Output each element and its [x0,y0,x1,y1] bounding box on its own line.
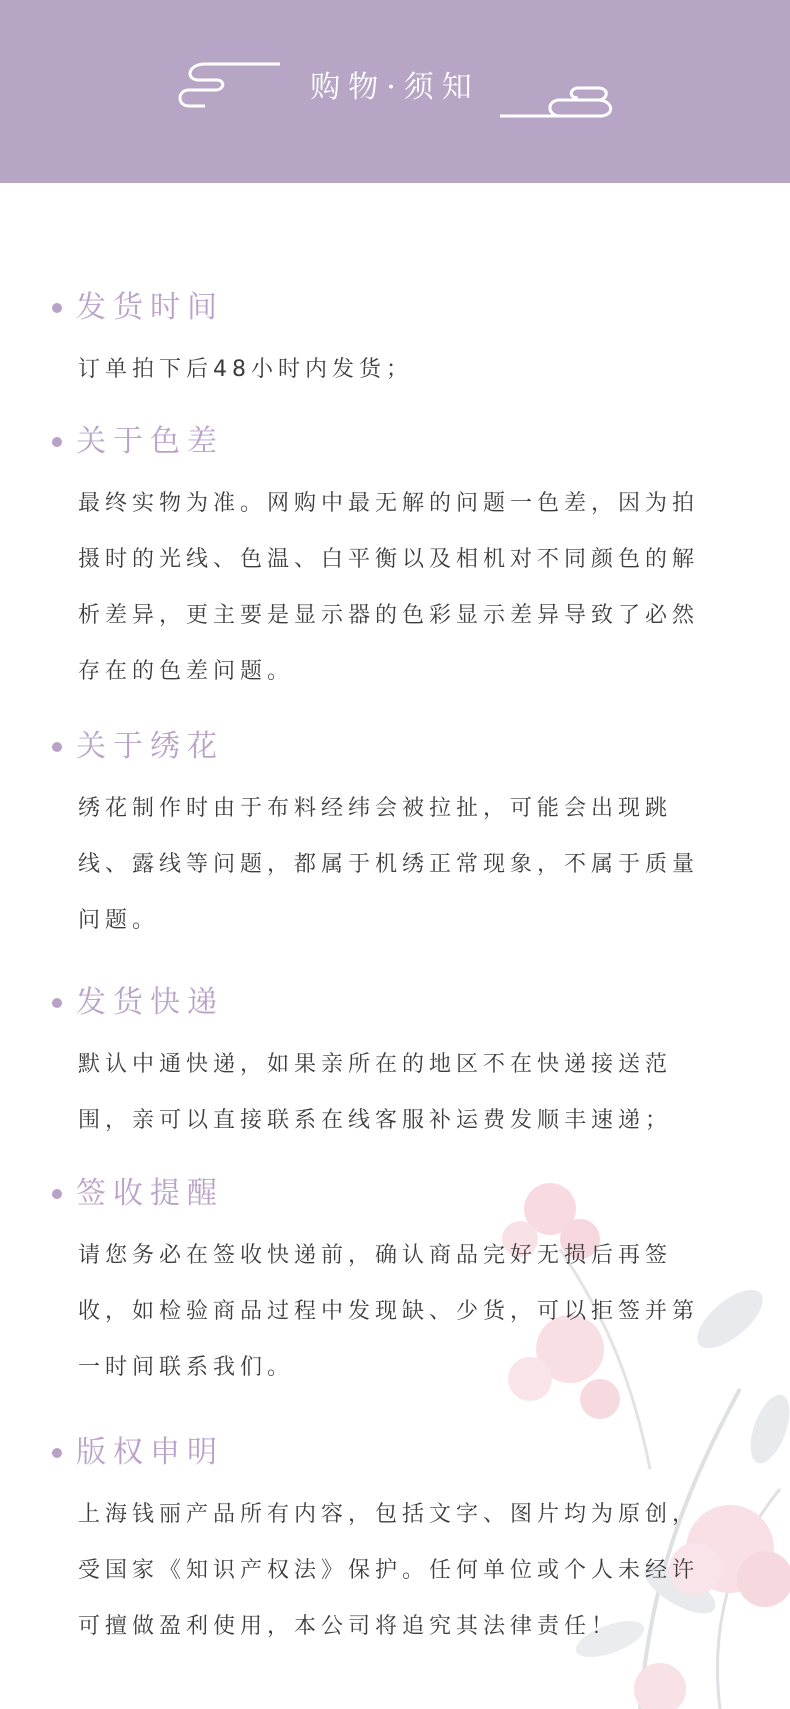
section-title: 版权申明 [76,1435,224,1470]
cloud-ornament-right-icon [498,80,623,124]
bullet-dot-icon [52,998,62,1008]
section-color-difference [50,420,750,700]
section-title: 发货时间 [76,290,224,325]
section-body: 请您务必在签收快递前，确认商品完好无损后再签收，如检验商品过程中发现缺、少货，可以拒签并第一时间联系我们。 [78,1243,700,1380]
section-title: 发货快递 [76,985,224,1020]
bullet-dot-icon [52,437,62,447]
section-embroidery [50,725,750,949]
section-title: 关于绣花 [76,729,224,764]
header-banner [0,0,790,183]
bullet-dot-icon [52,1448,62,1458]
section-body: 默认中通快递，如果亲所在的地区不在快递接送范围，亲可以直接联系在线客服补运费发顺丰速递； [78,1052,673,1133]
section-courier [50,981,750,1149]
section-copyright [50,1431,750,1655]
section-shipping-time [50,286,750,398]
bullet-dot-icon [52,742,62,752]
section-title: 关于色差 [76,424,224,459]
section-body: 订单拍下后48小时内发货； [78,357,413,382]
section-body: 最终实物为准。网购中最无解的问题一色差，因为拍摄时的光线、色温、白平衡以及相机对不同颜色的解析差异，更主要是显示器的色彩显示差异导致了必然存在的色差问题。 [78,491,700,684]
section-receipt-reminder [50,1172,750,1396]
section-body: 上海钱丽产品所有内容，包括文字、图片均为原创，受国家《知识产权法》保护。任何单位或个人未经许可擅做盈利使用，本公司将追究其法律责任！ [78,1502,700,1639]
page-title: 购物·须知 [310,70,480,105]
section-body: 绣花制作时由于布料经纬会被拉扯，可能会出现跳线、露线等问题，都属于机绣正常现象，不属于质量问题。 [78,796,700,933]
bullet-dot-icon [52,1189,62,1199]
bullet-dot-icon [52,303,62,313]
section-title: 签收提醒 [76,1176,224,1211]
